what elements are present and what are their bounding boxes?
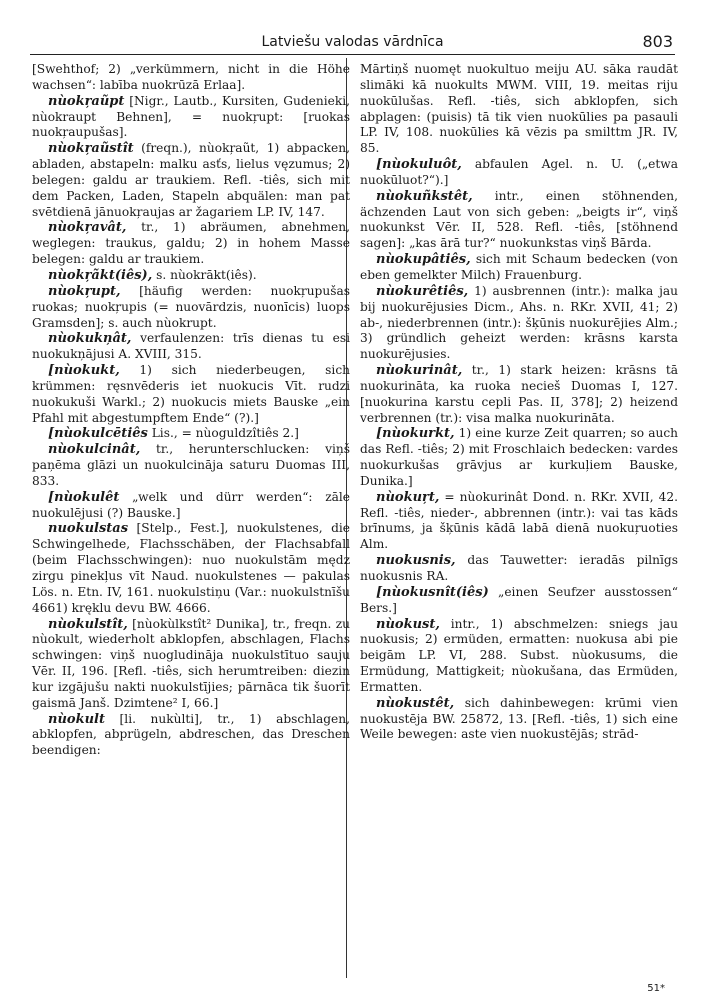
entry-body: [Nigr., Lautb., Kursiten, Gudenieki, nùokraupt Behnen], = nuokŗupt: [ruokas nuokŗaupušas]. [32,93,350,140]
dictionary-entry [360,585,678,617]
entry-body: tr., 1) abräumen, abnehmen, weglegen: traukus, galdu; 2) in hohem Masse belegen: galdu ar traukiem. [32,220,350,267]
dictionary-entry [360,62,678,157]
dictionary-entry [32,62,350,94]
dictionary-entry [360,490,678,553]
entry-body: 1) sich niederbeugen, sich krümmen: ręsnvēderis iet nuokucis Vīt. rudzi nuokukuši Warkl.; 2) nuokucis miets Bauske „ein Pfahl mit abgestumpftem Ende“ (?).] [32,363,350,425]
entry-headword: [nùokuluôt, [376,157,462,173]
entry-headword: nùokust, [376,616,440,632]
entry-body: tr., 1) stark heizen: krāsns tā nuokurināta, ka ruoka necieš Duomas I, 127. [nuokurina karstu cepli Pas. II, 378]; 2) heizend verbrennen (tr.): visa malka nuokurināta. [360,363,678,425]
entry-body: s. nùokrākt(iês). [152,267,257,282]
entry-body: sich mit Schaum bedecken (von eben gemelkter Milch) Frauenburg. [360,252,678,282]
dictionary-entry [360,696,678,744]
entry-headword: nùokŗaũpt [48,93,125,109]
entry-body: (freqn.), nùokŗaũt, 1) abpacken, abladen, abstapeln: malku asťs, lielus vęzumus; 2) belegen: galdu ar traukiem. Refl. -tiês, sich mit dem Packen, Laden, Stapeln abquälen: man pat svētdienā jānuokŗaujas ar žagariem LP. IV, 147. [32,141,350,219]
entry-body: intr., 1) abschmelzen: sniegs jau nuokusis; 2) ermüden, ermatten: nuokusa abi pie beigām LP. VI, 288. Subst. nùokusums, die Ermüdung, Mattigkeit; nùokušana, das Ermüden, Ermatten. [360,616,678,694]
entry-headword: nùokurêtiês, [376,283,469,299]
page-header [30,32,675,55]
entry-body: 1) ausbrennen (intr.): malka jau bij nuokurējusies Dicm., Ahs. n. RKr. XVII, 41; 2) ab-, niederbrennen (intr.): šķūnis nuokurējies Alm.; 3) gründlich geheizt werden: krāsns karsta nuokurējusies. [360,283,678,362]
entry-body: sich dahinbewegen: krūmi vien nuokustēja BW. 25872, 13. [Refl. -tiês, 1) sich eine Weile bewegen: aste vien nuokustējās; strād- [360,695,678,742]
entry-headword: [nùokurkt, [376,426,455,442]
page-title: Latviešu valodas vārdnīca [261,34,444,50]
dictionary-entry [360,252,678,284]
dictionary-entry [360,363,678,426]
page-number: 803 [642,32,673,51]
entry-headword: nùokŗupt, [48,283,121,299]
entry-headword: nùokulstît, [48,616,128,632]
entry-body: abfaulen Agel. n. U. („etwa nuokūluot?“).] [360,157,678,187]
dictionary-entry [32,521,350,616]
dictionary-entry [360,617,678,696]
entry-body: intr., einen stöhnenden, ächzenden Laut von sich geben: „beigts ir“, viņš nuokunkst Vēr. II, 528. Refl. -tiês, [stöhnend sagen]: „kas ārā tur?“ nuokunkstas viņš Bārda. [360,188,678,251]
dictionary-entry [32,331,350,363]
entry-body: [häufig werden: nuokŗupušas ruokas; nuokŗupis (= nuovārdzis, nuonīcis) luops Gramsden]; s. auch nùokrupt. [32,283,350,330]
dictionary-entry [32,220,350,268]
dictionary-entry [32,442,350,490]
dictionary-entry [32,268,350,284]
dictionary-entry [360,157,678,189]
entry-headword: nuokulstas [48,521,129,537]
dictionary-entry [360,426,678,489]
entry-body: Mārtiņš nuomęt nuokultuo meiju AU. sāka raudāt slimāki kā nuokults MWM. VIII, 19. meitas riju nuokūlušas. Refl. -tiês, sich abklopfen, sich abplagen: (puisis) tā tik vien nuokūlies pa pasauli LP. IV, 108. nuokūlies kā vēzis pa smilttm JR. IV, 85. [360,62,678,156]
entry-headword: nùokurinât, [376,363,463,379]
entry-body: tr., herunterschlucken: viņš paņēma glāzi un nuokulcināja saturu Duomas III, 833. [32,442,350,488]
printer-signature: 51* [647,983,665,994]
entry-body: = nùokurinât Dond. n. RKr. XVII, 42. Refl. -tiês, nieder-, abbrennen (intr.): vai tas kāds brīnums, ja šķūnis kādā labā dienā nuokuŗuoties Alm. [360,489,678,552]
entry-headword: nùokŗãkt(iês), [48,267,153,283]
left-column [32,62,350,759]
entry-body: [Swehthof; 2) „verkümmern, nicht in die Höhe wachsen“: labība nuokrūzā Erlaa]. [32,62,350,92]
entry-headword: nùokukņât, [48,331,132,347]
dictionary-entry [360,553,678,585]
entry-headword: [nùokulcētiês [48,426,148,442]
entry-headword: nùokuŗt, [376,489,440,505]
entry-body: das Tauwetter: ieradās pilnīgs nuokusnis RA. [360,553,678,583]
entry-headword: nuokusnis, [376,553,456,569]
entry-headword: nùokult [48,711,105,727]
dictionary-entry [360,284,678,363]
dictionary-entry [32,712,350,760]
entry-headword: [nùokulêt [48,489,120,505]
entry-headword: nùokŗavât, [48,220,127,236]
entry-body: verfaulenzen: trīs dienas tu esi nuokukņājusi A. XVIII, 315. [32,331,350,362]
dictionary-entry [32,363,350,426]
entry-headword: nùokulcinât, [48,442,141,458]
dictionary-entry [32,426,350,442]
entry-headword: nùokŗaũstît [48,141,134,157]
entry-headword: nùokustêt, [376,695,455,711]
dictionary-entry [32,141,350,220]
entry-headword: [nùokukt, [48,363,120,379]
dictionary-entry [32,490,350,522]
entry-body: „welk und dürr werden“: zāle nuokulējusi (?) Bauske.] [32,489,350,520]
entry-body: [nùokùlkstît² Dunika], tr., freqn. zu nùokult, wiederholt abklopfen, abschlagen, Flachs schwingen: viņš nuogludināja nuokulstītuo sauju Vēr. II, 196. [Refl. -tiês, sich herumtreiben: diezin kur izgājušu nakti nuokulstījies; pārnāca tik šuorīt gaismā Janš. Dzimtene² I, 66.] [32,616,350,710]
entry-headword: nùokupâtiês, [376,252,471,268]
entry-headword: nùokuñkstêt, [376,188,473,204]
dictionary-entry [32,94,350,142]
right-column [360,62,678,743]
entry-body: [Stelp., Fest.], nuokulstenes, die Schwingelhede, Flachsschäben, der Flachsabfall (beim Flachsschwingen): nuo nuokulstām mędz zirgu pinekļus vīt Naud. nuokulstenes — pakulas Lös. n. Etn. IV, 161. nuokulstiņu (Var.: nuokulstnīšu 4661) kręklu devu BW. 4666. [32,521,350,615]
entry-headword: [nùokusnît(iês) [376,584,489,600]
dictionary-entry [360,189,678,252]
entry-body: [li. nukùlti], tr., 1) abschlagen, abklopfen, abprügeln, abdreschen, das Dreschen beendigen: [32,711,350,758]
dictionary-entry [32,617,350,712]
entry-body: „einen Seufzer ausstossen“ Bers.] [360,584,678,615]
entry-body: 1) eine kurze Zeit quarren; so auch das Refl. -tiês; 2) mit Froschlaich bedecken: vardes nuokurkušas grāvjus ar kurkuļiem Bauske, Dunika.] [360,426,678,488]
dictionary-entry [32,284,350,332]
entry-body: Lis., = nùoguldzîtiês 2.] [147,426,299,441]
